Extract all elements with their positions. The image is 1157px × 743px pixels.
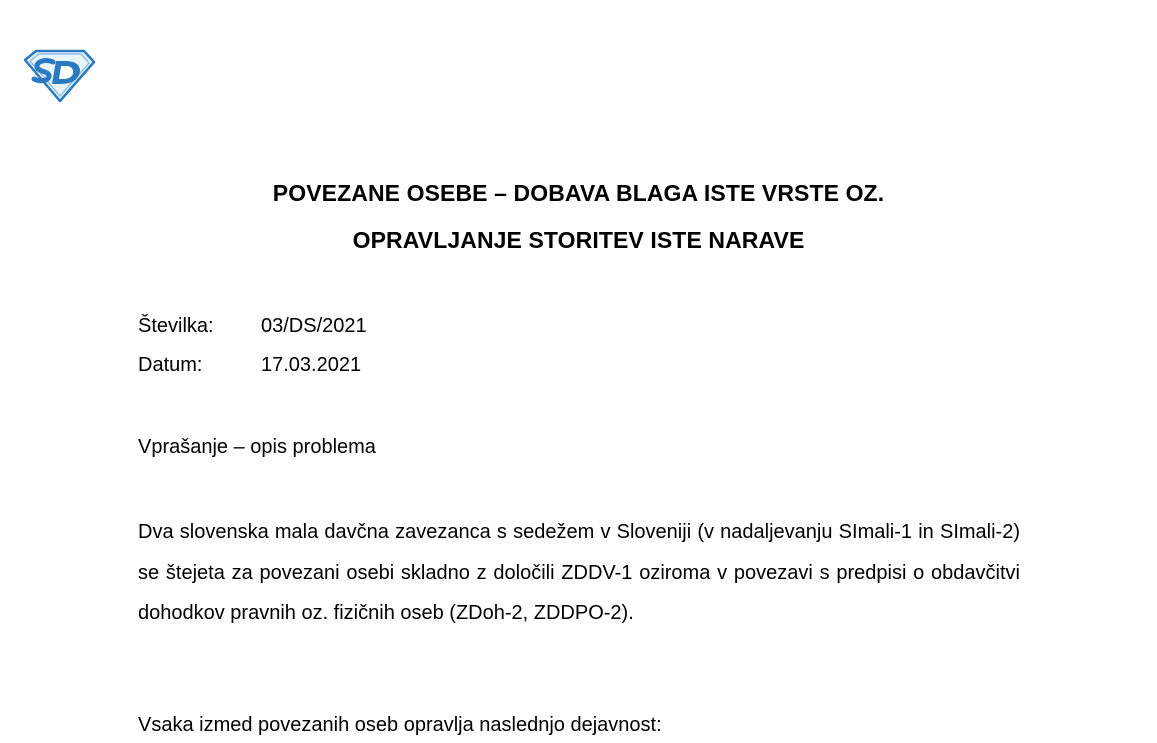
meta-date-value: 17.03.2021 [261, 354, 362, 376]
meta-date-row [138, 352, 361, 378]
section-heading: Vprašanje – opis problema [138, 436, 376, 458]
body-paragraph-1: Dva slovenska mala davčna zavezanca s sedežem v Sloveniji (v nadaljevanju SImali-1 in SImali-2) se štejeta za povezani osebi skladno z določili ZDDV-1 oziroma v povezavi s predpisi o obdavčitvi dohodkov pravnih oz. fizičnih oseb (ZDoh-2, ZDDPO-2). [138, 521, 1020, 625]
document-title-line-2: OPRAVLJANJE STORITEV ISTE NARAVE [352, 227, 805, 253]
sd-shield-logo-icon [22, 48, 96, 104]
body-paragraph-2: Vsaka izmed povezanih oseb opravlja naslednjo dejavnost: [138, 714, 662, 736]
meta-number-row [138, 313, 367, 339]
meta-number-value: 03/DS/2021 [261, 315, 367, 337]
meta-date-label: Datum: [138, 354, 203, 376]
meta-number-label: Številka: [138, 315, 214, 337]
document-title-line-1: POVEZANE OSEBE – DOBAVA BLAGA ISTE VRSTE OZ. [272, 180, 885, 206]
